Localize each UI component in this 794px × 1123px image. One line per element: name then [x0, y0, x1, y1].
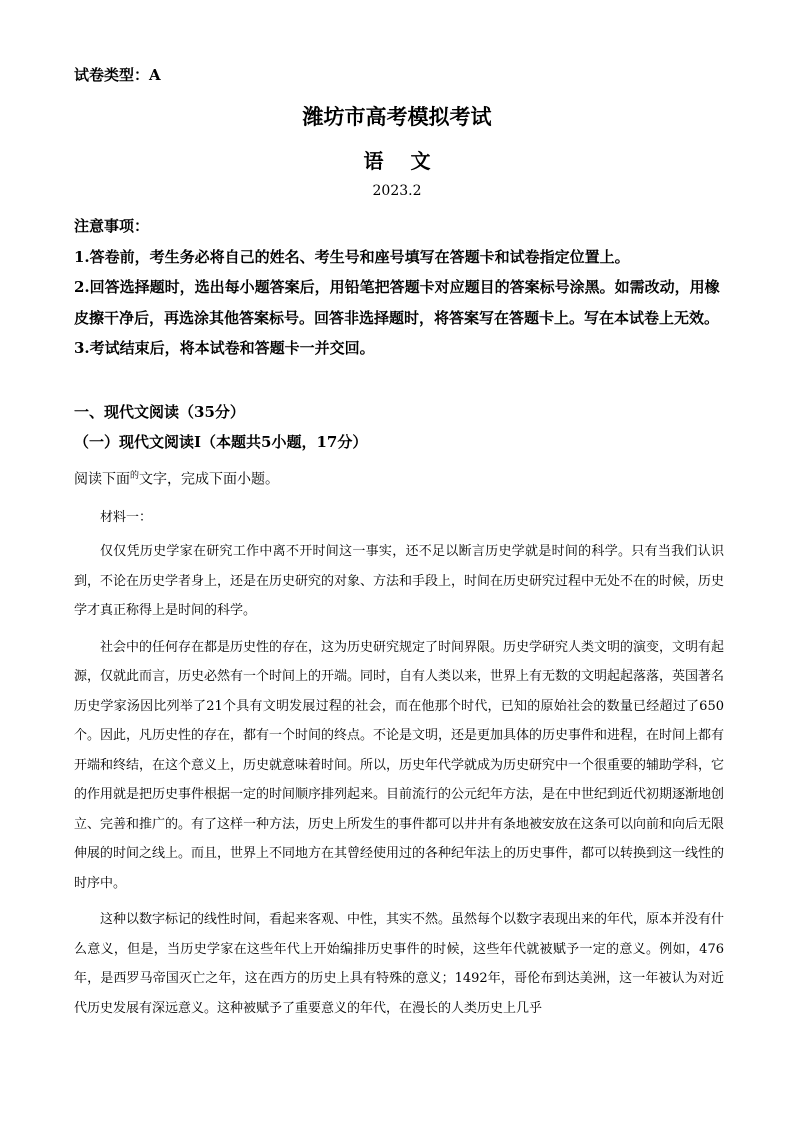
article-paragraph-3: 这种以数字标记的线性时间，看起来客观、中性，其实不然。虽然每个以数字表现出来的年代，原本并没有什么意义，但是，当历史学家在这些年代上开始编排历史事件的时候，这些年代就被赋予一定的意义。例如，476年，是西罗马帝国灭亡之年，这在西方的历史上具有特殊的意义；1492年，哥伦布到达美洲，这一年被认为对近代历史发展有深远意义。这种被赋予了重要意义的年代，在漫长的人类历史上几乎 [74, 912, 725, 1016]
material-label: 材料一： [100, 510, 153, 525]
exam-title: 潍坊市高考模拟考试 [302, 104, 492, 129]
section-title: 一、现代文阅读（35分） [74, 403, 245, 421]
notice-item-3: 3.考试结束后，将本试卷和答题卡一并交回。 [74, 339, 375, 357]
article-paragraph-1: 仅仅凭历史学家在研究工作中离不开时间这一事实，还不足以断言历史学就是时间的科学。只有当我们认识到，不论在历史学者身上，还是在历史研究的对象、方法和手段上，时间在历史研究过程中无处不在的时候，历史学才真正称得上是时间的科学。 [74, 544, 725, 618]
instruction-post: 文字，完成下面小题。 [139, 471, 280, 488]
notice-block [74, 211, 724, 364]
reading-instruction [74, 468, 279, 489]
article-body [74, 537, 724, 1030]
exam-date: 2023.2 [372, 183, 422, 199]
notice-heading: 注意事项： [74, 217, 150, 235]
instruction-pre: 阅读下面 [74, 471, 130, 488]
instruction-sup: 的 [130, 471, 140, 481]
paper-type: 试卷类型：A [74, 66, 161, 84]
notice-item-1: 1.答卷前，考生务必将自己的姓名、考生号和座号填写在答题卡和试卷指定位置上。 [74, 247, 630, 266]
subject-title: 语 文 [363, 149, 441, 173]
section-subtitle: （一）现代文阅读Ⅰ（本题共5小题，17分） [74, 433, 368, 451]
notice-item-2: 2.回答选择题时，选出每小题答案后，用铅笔把答题卡对应题目的答案标号涂黑。如需改动，用橡皮擦干净后，再选涂其他答案标号。回答非选择题时，将答案写在答题卡上。写在本试卷上无效。 [74, 278, 720, 327]
article-paragraph-2: 社会中的任何存在都是历史性的存在，这为历史研究规定了时间界限。历史学研究人类文明的演变，文明有起源，仅就此而言，历史必然有一个时间上的开端。同时，自有人类以来，世界上有无数的文明起起落落，英国著名历史学家汤因比列举了21个具有文明发展过程的社会，而在他那个时代，已知的原始社会的数量已经超过了650个。因此，凡历史性的存在，都有一个时间的终点。不论是文明，还是更加具体的历史事件和进程，在时间上都有开端和终结，在这个意义上，历史就意味着时间。所以，历史年代学就成为历史研究中一个很重要的辅助学科，它的作用就是把历史事件根据一定的时间顺序排列起来。目前流行的公元纪年方法，是在中世纪到近代初期逐渐地创立、完善和推广的。有了这样一种方法，历史上所发生的事件都可以井井有条地被安放在这条可以向前和向后无限伸展的时间之线上。而且，世界上不同地方在其曾经使用过的各种纪年法上的历史事件，都可以转换到这一线性的时序中。 [74, 639, 725, 891]
